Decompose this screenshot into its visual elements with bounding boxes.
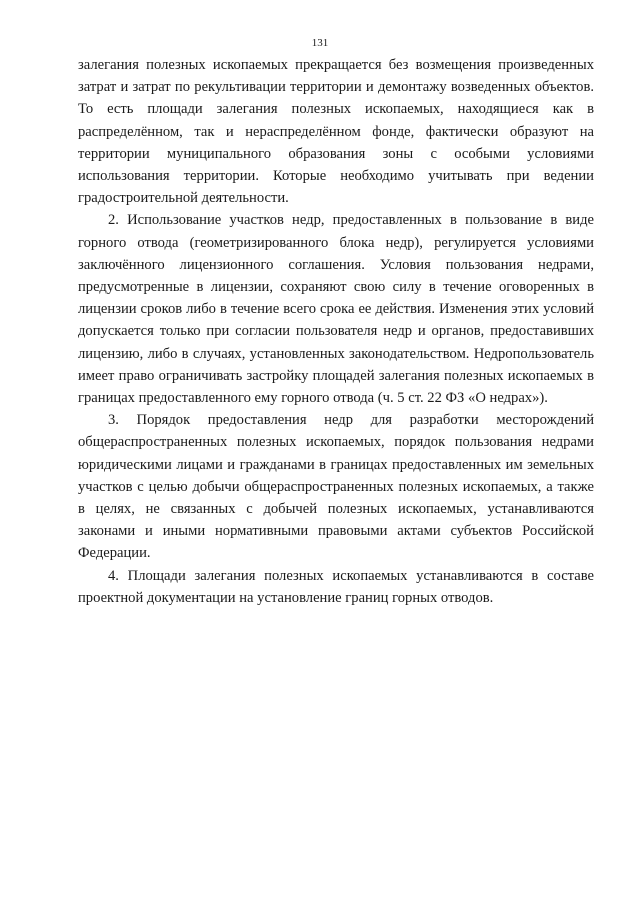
page-body: [78, 54, 594, 609]
paragraph-item-4: 4. Площади залегания полезных ископаемых устанавливаются в составе проектной документации на установление границ горных отводов.: [78, 567, 594, 606]
paragraph-item-2: 2. Использование участков недр, предоставленных в пользование в виде горного отвода (геометризированного блока недр), регулируется условиями заключённого лицензионного соглашения. Условия пользования недрами, предусмотренные в лицензии, сохраняют свою силу в течение оговоренных в лицензии сроков либо в течение всего срока ее действия. Изменения этих условий допускается только при согласии пользователя недр и органов, предоставивших лицензию, либо в случаях, установленных законодательством. Недропользователь имеет право ограничивать застройку площадей залегания полезных ископаемых в границах предоставленного ему горного отвода (ч. 5 ст. 22 ФЗ «О недрах»).: [78, 212, 594, 407]
page-number: 131: [311, 37, 329, 49]
paragraph-continuation: залегания полезных ископаемых прекращается без возмещения произведенных затрат и затрат по рекультивации территории и демонтажу возведенных объектов. То есть площади залегания полезных ископаемых, находящиеся как в распределённом, так и нераспределённом фонде, фактически образуют на территории муниципального образования зоны с особыми условиями использования территории. Которые необходимо учитывать при ведении градостроительной деятельности.: [78, 57, 594, 207]
paragraph-item-3: 3. Порядок предоставления недр для разработки месторождений общераспространенных полезных ископаемых, порядок пользования недрами юридическими лицами и гражданами в границах предоставленных им земельных участков с целью добычи общераспространенных полезных ископаемых, а также в целях, не связанных с добычей полезных ископаемых, устанавливаются законами и иными нормативными правовыми актами субъектов Российской Федерации.: [78, 412, 594, 562]
